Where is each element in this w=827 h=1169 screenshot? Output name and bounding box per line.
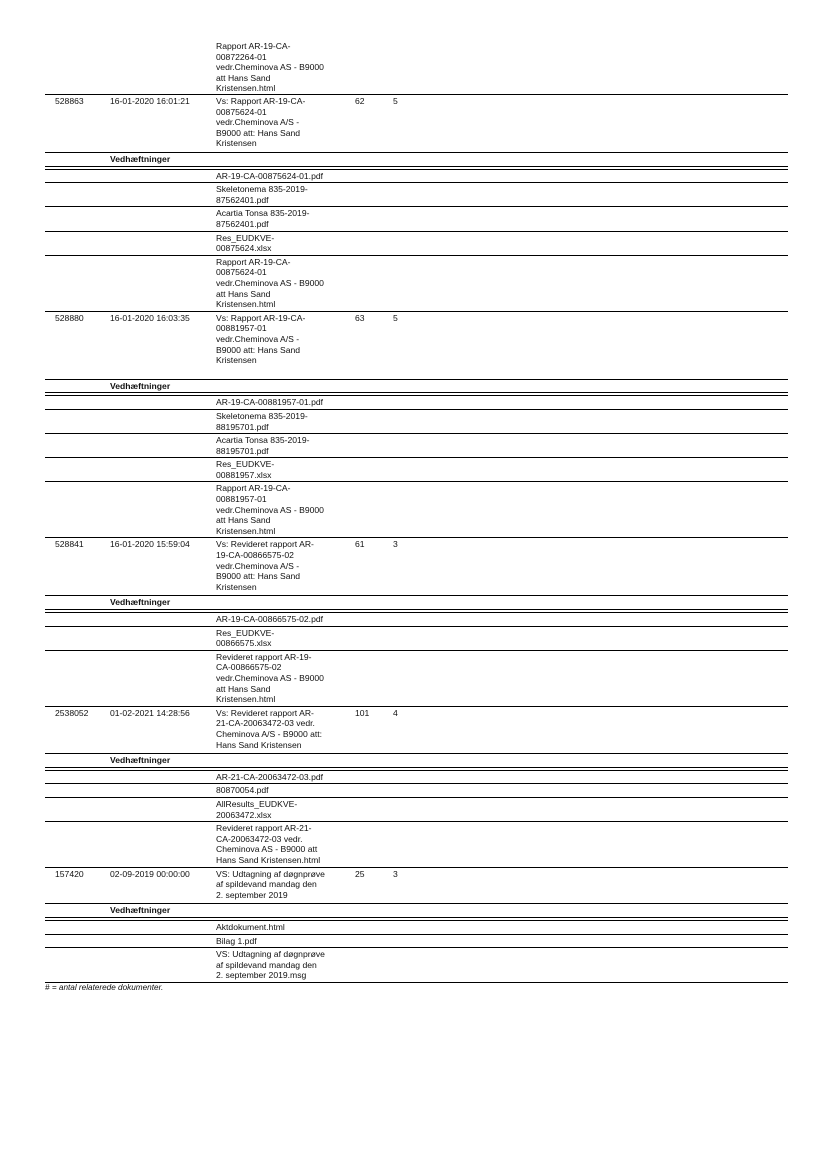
- attachment-row: [45, 410, 788, 434]
- record-date: 02-09-2019 00:00:00: [110, 868, 190, 879]
- record-id: 157420: [55, 868, 84, 879]
- record-subject: Vs: Revideret rapport AR- 21-CA-20063472-03 vedr. Cheminova A/S - B9000 att: Hans Sand Kristensen: [216, 707, 323, 750]
- attachment-name: VS: Udtagning af døgnprøve af spildevand mandag den 2. september 2019.msg: [216, 949, 325, 981]
- record-date: 16-01-2020 16:03:35: [110, 312, 190, 323]
- attachment-row: [45, 396, 788, 410]
- record-date: 16-01-2020 15:59:04: [110, 539, 190, 550]
- record-id: 528863: [55, 95, 84, 106]
- attachments-heading: Vedhæftninger: [110, 905, 171, 916]
- attachment-name: Skeletonema 835-2019- 88195701.pdf: [216, 410, 308, 432]
- attachments-heading: Vedhæftninger: [110, 755, 171, 766]
- related-count: 5: [393, 312, 398, 323]
- attachment-name: Revideret rapport AR-19- CA-00866575-02 vedr.Cheminova AS - B9000 att Hans Sand Kristensen.html: [216, 651, 324, 705]
- attachment-name: Rapport AR-19-CA- 00881957-01 vedr.Cheminova AS - B9000 att Hans Sand Kristensen.html: [216, 483, 324, 536]
- record-id: 2538052: [55, 707, 89, 718]
- record-subject: Vs: Rapport AR-19-CA- 00881957-01 vedr.Cheminova A/S - B9000 att: Hans Sand Kristensen: [216, 312, 306, 366]
- record-count: 25: [355, 868, 365, 879]
- attachments-heading-row: [45, 596, 788, 610]
- lead-attachment-row: [45, 40, 788, 95]
- attachment-name: Res_EUDKVE- 00866575.xlsx: [216, 627, 275, 649]
- attachment-name: AR-19-CA-00866575-02.pdf: [216, 614, 324, 625]
- attachments-heading-row: [45, 754, 788, 768]
- related-count: 3: [393, 539, 398, 550]
- attachments-heading: Vedhæftninger: [110, 153, 171, 164]
- attachment-row: [45, 651, 788, 707]
- attachment-name: Res_EUDKVE- 00875624.xlsx: [216, 232, 275, 254]
- record-subject: Vs: Revideret rapport AR- 19-CA-00866575-02 vedr.Cheminova A/S - B9000 att: Hans Sand Kristensen: [216, 539, 314, 592]
- record-count: 62: [355, 95, 365, 106]
- document-table: [45, 40, 788, 992]
- footnote: # = antal relaterede dokumenter.: [45, 982, 164, 992]
- record-date: 01-02-2021 14:28:56: [110, 707, 190, 718]
- record-row: [45, 707, 788, 754]
- attachment-row: [45, 482, 788, 538]
- attachment-row: [45, 935, 788, 949]
- record-id: 528841: [55, 539, 84, 550]
- attachment-row: [45, 232, 788, 256]
- related-count: 3: [393, 868, 398, 879]
- attachment-name: Aktdokument.html: [216, 921, 285, 932]
- attachments-heading-row: [45, 904, 788, 918]
- record-row: [45, 95, 788, 153]
- attachment-name: Revideret rapport AR-21- CA-20063472-03 vedr. Cheminova AS - B9000 att Hans Sand Kristensen.html: [216, 823, 321, 865]
- attachment-row: [45, 170, 788, 184]
- record-row: [45, 538, 788, 596]
- related-count: 4: [393, 707, 398, 718]
- record-count: 101: [355, 707, 370, 718]
- attachments-heading-row: [45, 380, 788, 394]
- attachment-name: Acartia Tonsa 835-2019- 87562401.pdf: [216, 208, 310, 229]
- attachment-row: [45, 627, 788, 651]
- attachment-name: 80870054.pdf: [216, 785, 269, 796]
- record-date: 16-01-2020 16:01:21: [110, 95, 190, 106]
- record-subject: VS: Udtagning af døgnprøve af spildevand mandag den 2. september 2019: [216, 868, 325, 900]
- record-count: 63: [355, 312, 365, 323]
- attachment-row: [45, 613, 788, 627]
- attachment-row: [45, 798, 788, 822]
- attachment-row: [45, 183, 788, 207]
- records: [45, 95, 788, 983]
- attachment-row: [45, 256, 788, 312]
- attachment-row: [45, 771, 788, 785]
- related-count: 5: [393, 95, 398, 106]
- record-row: [45, 312, 788, 380]
- attachment-row: [45, 434, 788, 458]
- attachment-row: [45, 207, 788, 231]
- attachment-row: [45, 784, 788, 798]
- attachments-heading-row: [45, 153, 788, 167]
- attachment-row: [45, 921, 788, 935]
- attachment-row: [45, 822, 788, 867]
- attachment-name: AR-21-CA-20063472-03.pdf: [216, 771, 324, 782]
- record-subject: Vs: Rapport AR-19-CA- 00875624-01 vedr.Cheminova A/S - B9000 att: Hans Sand Kristensen: [216, 95, 306, 149]
- record-id: 528880: [55, 312, 84, 323]
- attachments-heading: Vedhæftninger: [110, 597, 171, 608]
- attachment-name: Res_EUDKVE- 00881957.xlsx: [216, 459, 275, 480]
- attachment-name: Acartia Tonsa 835-2019- 88195701.pdf: [216, 435, 310, 456]
- attachment-row: [45, 458, 788, 482]
- record-row: [45, 868, 788, 905]
- attachment-name: AR-19-CA-00881957-01.pdf: [216, 397, 324, 408]
- attachment-name: AR-19-CA-00875624-01.pdf: [216, 170, 324, 181]
- attachment-name: AllResults_EUDKVE- 20063472.xlsx: [216, 799, 298, 820]
- attachment-name: Rapport AR-19-CA- 00875624-01 vedr.Cheminova AS - B9000 att Hans Sand Kristensen.html: [216, 256, 324, 310]
- attachment-name: Bilag 1.pdf: [216, 935, 257, 946]
- attachments-heading: Vedhæftninger: [110, 380, 171, 391]
- record-count: 61: [355, 539, 365, 550]
- attachment-name: Rapport AR-19-CA- 00872264-01 vedr.Cheminova AS - B9000 att Hans Sand Kristensen.html: [216, 41, 324, 94]
- attachment-row: [45, 948, 788, 983]
- attachment-name: Skeletonema 835-2019- 87562401.pdf: [216, 184, 308, 205]
